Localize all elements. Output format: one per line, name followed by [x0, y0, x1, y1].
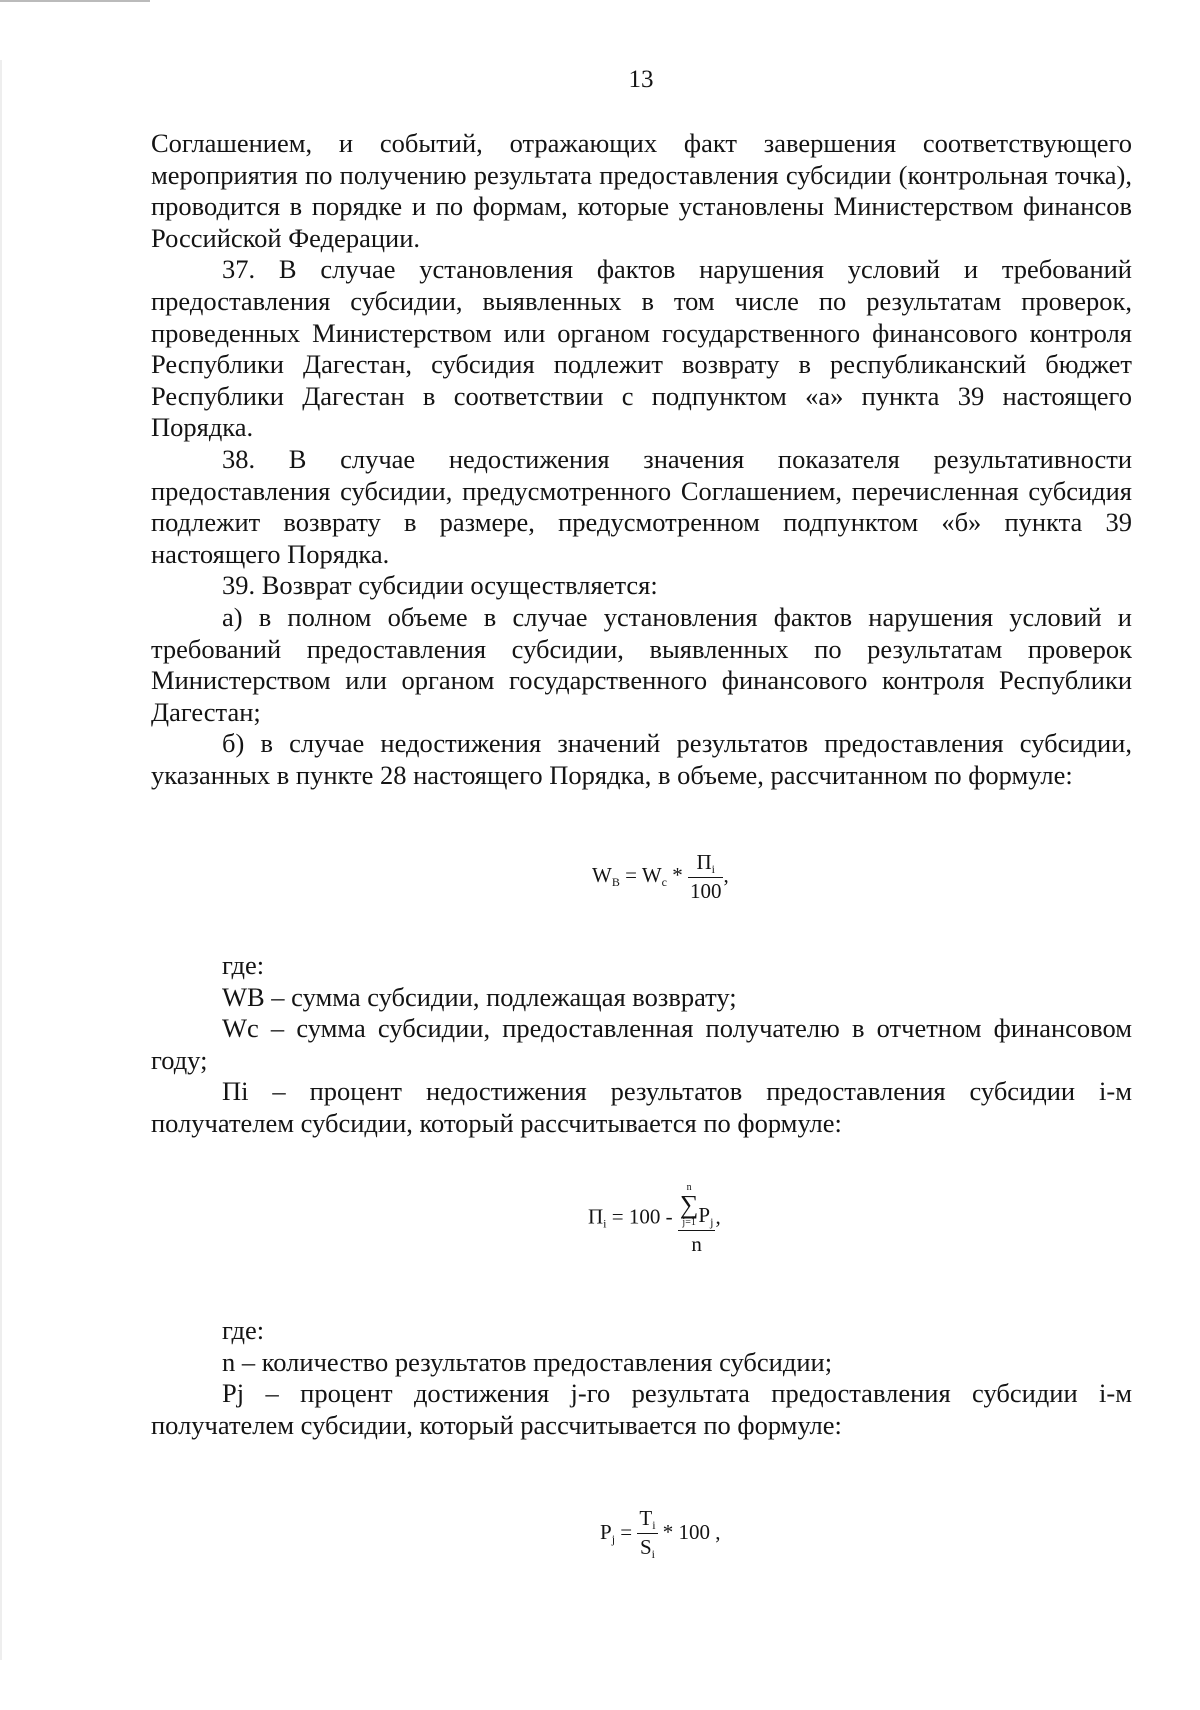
- page-number: 13: [628, 66, 654, 93]
- main-text: [151, 128, 1132, 791]
- formula-pi-lhs-sub: i: [603, 1216, 607, 1231]
- formula-pi-term: P: [698, 1203, 711, 1227]
- formula-pi-fraction: [678, 1182, 716, 1255]
- paragraph-38: 38. В случае недостижения значения показателя результативности предоставления субсидии, предусмотренного Соглашением, перечисленная субсидия подлежит возврату в размере, предусмотренном подпунктом «б» пункта 39 настоящего Порядка.: [151, 443, 1132, 569]
- formula-wb-w2-sub: c: [661, 874, 667, 889]
- formula-wb-num-text: П: [696, 850, 712, 874]
- formula-pi-tail: ,: [715, 1204, 721, 1229]
- formula-pj-num-text: T: [639, 1506, 653, 1530]
- paragraph-39: 39. Возврат субсидии осуществляется:: [222, 570, 658, 601]
- where-1-pi: Пi – процент недостижения результатов предоставления субсидии i-м получателем субсидии, который рассчитывается по формуле:: [151, 1076, 1132, 1138]
- formula-wb-numerator: [688, 852, 724, 877]
- formula-pj-lhs: P: [600, 1519, 612, 1544]
- formula-wb-eq: =: [619, 862, 642, 887]
- scan-edge-left: [0, 60, 2, 1660]
- formula-pi-denominator: n: [678, 1230, 716, 1255]
- formula-pj: [600, 1508, 721, 1560]
- formula-pj-numerator: [637, 1508, 657, 1533]
- formula-wb-denominator: 100: [689, 879, 722, 903]
- formula-wb: [592, 852, 729, 902]
- formula-pj-lhs-sub: j: [611, 1531, 616, 1546]
- where-2-label: где:: [222, 1315, 265, 1345]
- formula-wb-lhs-sub: B: [611, 874, 620, 889]
- where-block-1: [151, 950, 1132, 1140]
- scan-edge-top: [0, 0, 150, 2]
- formula-wb-w2: W: [641, 862, 662, 887]
- sum-upper-limit: n: [686, 1182, 692, 1193]
- where-1-wb: WB – сумма субсидии, подлежащая возврату;: [222, 981, 737, 1012]
- where-2-n: n – количество результатов предоставления субсидии;: [222, 1346, 833, 1377]
- where-2-pj: Pj – процент достижения j-го результата предоставления субсидии i-м получателем субсидии, который рассчитывается по формуле:: [151, 1378, 1132, 1440]
- formula-wb-lhs: W: [592, 862, 612, 887]
- formula-pj-den-sub: i: [651, 1547, 655, 1561]
- formula-pj-num-sub: i: [652, 1518, 656, 1532]
- formula-pi-numerator: [678, 1182, 716, 1230]
- formula-pj-tail: * 100 ,: [657, 1519, 721, 1544]
- formula-pi: [588, 1182, 721, 1255]
- sum-lower-limit: j=1: [682, 1217, 696, 1228]
- where-1-label: где:: [222, 950, 265, 980]
- formula-wb-op: *: [666, 862, 688, 887]
- sigma-icon: ∑: [679, 1190, 699, 1219]
- paragraph-39-b: б) в случае недостижения значений результатов предоставления субсидии, указанных в пункте 28 настоящего Порядка, в объеме, рассчитанном по формуле:: [151, 728, 1132, 790]
- formula-pi-term-sub: j: [710, 1215, 714, 1229]
- where-block-2: [151, 1315, 1132, 1441]
- formula-pi-lhs: П: [588, 1204, 604, 1229]
- paragraph-continuation: Соглашением, и событий, отражающих факт завершения соответствующего мероприятия по получению результата предоставления субсидии (контрольная точка), проводится в порядке и по формам, которые установлены Министерством финансов Российской Федерации.: [151, 128, 1132, 253]
- formula-wb-num-sub: i: [711, 862, 715, 876]
- formula-pi-eq: = 100 -: [606, 1204, 678, 1229]
- sum-symbol: [680, 1182, 699, 1228]
- formula-pj-den-text: S: [639, 1535, 652, 1559]
- formula-pj-fraction: [637, 1508, 657, 1560]
- where-1-wc: Wc – сумма субсидии, предоставленная получателю в отчетном финансовом году;: [151, 1013, 1132, 1075]
- formula-wb-tail: ,: [723, 862, 729, 887]
- paragraph-39-a: а) в полном объеме в случае установления фактов нарушения условий и требований предоставления субсидии, выявленных по результатам проверок Министерством или органом государственного финансового контроля Республики Дагестан;: [151, 601, 1132, 727]
- formula-pj-denominator: [637, 1533, 657, 1560]
- formula-pj-eq: =: [615, 1519, 638, 1544]
- paragraph-37: 37. В случае установления фактов нарушения условий и требований предоставления субсидии, выявленных в том числе по результатам проверок, проведенных Министерством или органом государственного финансового контроля Республики Дагестан, субсидия подлежит возврату в республиканский бюджет Республики Дагестан в соответствии с подпунктом «а» пункта 39 настоящего Порядка.: [151, 254, 1132, 443]
- formula-wb-fraction: [688, 852, 724, 902]
